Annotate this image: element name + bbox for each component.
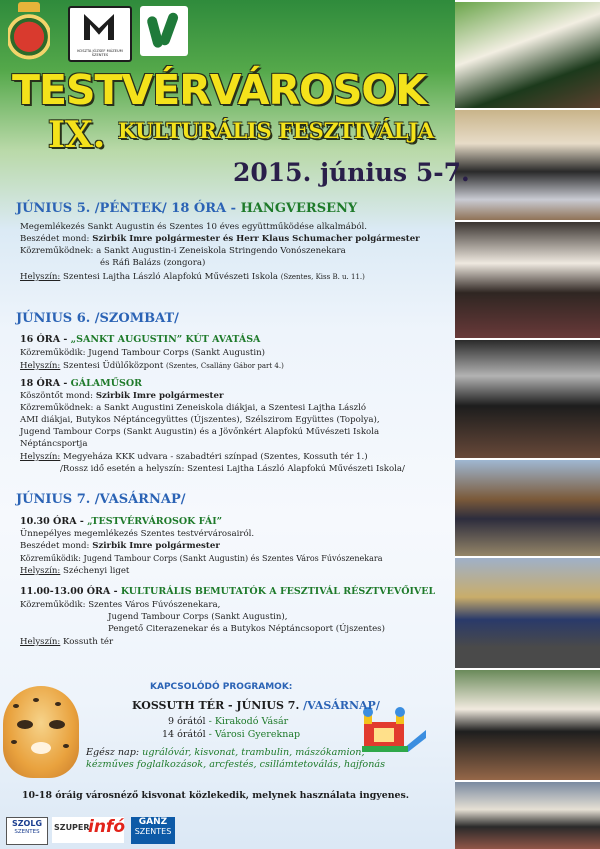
day2-event2-title [20,378,142,389]
spot-icon [11,740,17,744]
place-value: Kossuth tér [60,637,114,647]
eye-icon [49,720,65,729]
label: Beszédet mond: [20,541,93,551]
crowd-photo [455,780,600,849]
value: Szirbik Imre polgármester [92,541,220,551]
day2-event1-title [20,334,260,345]
place-value: Szentesi Üdülőközpont [60,361,167,371]
festival-date: 2015. június 5-7. [233,158,470,187]
sponsor-logo-ganz [131,817,175,844]
day1-heading-type: HANGVERSENY [240,201,358,216]
related-program-item [162,729,300,740]
event-title: „TESTVÉRVÁROSOK FÁI” [87,516,223,527]
day1-line: Megemlékezés Sankt Augustin és Szentes 10 éves együttműködése alkalmából. [20,222,368,232]
dancer-figure-icon [158,11,179,46]
day3-event2-title [20,586,435,597]
all-day-label: Egész nap: [86,747,143,758]
museum-logo [68,6,132,62]
day2-event2-speaker [20,391,224,402]
poster-title: TESTVÉRVÁROSOK [12,66,427,114]
event-title: GÁLAMŰSOR [70,378,143,389]
spot-icon [33,698,39,702]
day3-event2-line: Jugend Tambour Corps (Sankt Augustin), [108,612,288,622]
day3-event2-place [20,637,113,648]
day2-event2-line: AMI diákjai, Butykos Néptáncegyüttes (Újszentes), Szélszirom Együttes (Topolya), [20,415,380,425]
city-crest-logo [8,6,50,62]
day2-event2-place [20,452,368,463]
day3-event1-place [20,566,129,577]
museum-logo-caption: KOSZTA JÓZSEF MÚZEUM SZENTES [77,49,123,57]
day3-event1-line: Közreműködik: Jugend Tambour Corps (Sankt Augustin) és Szentes Város Fúvószenekara [20,554,383,563]
sponsor-city: SZENTES [14,829,40,835]
photo-collage [455,0,600,849]
value: Szirbik Imre polgármester és Herr Klaus Schumacher polgármester [92,234,420,244]
label: Köszöntőt mond: [20,391,96,401]
program-name: - Városi Gyereknap [205,729,301,740]
place-label: Helyszín: [20,637,61,647]
all-day-list: ugrálóvár, kisvonat, trambulin, mászókamion, kézműves foglalkozások, arcfestés, csillámtetoválás, hajfonás [86,747,386,770]
muzzle-icon [31,742,51,754]
dance-group-logo [140,6,188,56]
folk-costume-photo [455,220,600,340]
day2-event2-line: Jugend Tambour Corps (Sankt Augustin) és a Jövőnkért Alapfokú Művészeti Iskola [20,427,380,437]
place-label: Helyszín: [20,272,61,282]
day1-line: Közreműködnek: a Sankt Augustin-i Zeneiskola Stringendo Vonószenekara [20,246,346,256]
brass-band-photo [455,556,600,670]
day1-line: és Ráfi Balázs (zongora) [100,258,206,268]
day3-event1-line: Ünnepélyes megemlékezés Szentes testvérvárosairól. [20,529,255,539]
day3-event2-line: Közreműködik: Szentes Város Fúvószenekara, [20,600,221,610]
day1-heading-text: JÚNIUS 5. /PÉNTEK/ 18 ÓRA - [16,201,241,216]
event-time: 11.00-13.00 ÓRA - [20,586,121,597]
day3-event1-speaker [20,541,220,552]
museum-m-icon [84,14,114,40]
orchestra-photo [455,338,600,460]
crest-crown-icon [18,2,40,12]
sponsor-name: SZUPER [54,823,90,832]
eye-icon [17,720,33,729]
day2-event1-line: Közreműködik: Jugend Tambour Corps (Sankt Augustin) [20,348,266,358]
poster-subtitle: KULTURÁLIS FESZTIVÁLJA [118,118,434,143]
related-program-item [168,716,288,727]
place-label: Helyszín: [20,361,61,371]
related-programs-heading: KAPCSOLÓDÓ PROGRAMOK: [150,682,293,692]
place-address: (Szentes, Kiss B. u. 11.) [280,273,365,281]
spot-icon [55,702,61,706]
place-label: Helyszín: [20,452,61,462]
sponsor-name-accent: infó [88,817,126,837]
sponsor-city: SZENTES [134,827,172,836]
place-address: (Szentes, Csallány Gábor part 4.) [166,362,284,370]
related-place [132,699,380,712]
edition-number: IX. [48,114,106,156]
value: Szirbik Imre polgármester [95,391,224,401]
day2-heading: JÚNIUS 6. /SZOMBAT/ [16,311,179,326]
place-value: Széchenyi liget [60,566,130,576]
place-label: Helyszín: [20,566,61,576]
day1-heading [16,201,357,216]
outdoor-dance-photo [455,458,600,558]
day1-speaker [20,234,420,245]
day1-place [20,272,365,283]
sponsor-logo-szuperinfo [52,817,124,843]
event-title: KULTURÁLIS BEMUTATÓK A FESZTIVÁL RÉSZTVEVŐIVEL [120,586,436,597]
street-dance-photo [455,668,600,782]
all-day-activities [86,747,396,771]
folk-dance-photo [455,108,600,222]
sightseeing-train-note: 10-18 óráig városnéző kisvonat közlekedik, melynek használata ingyenes. [22,790,410,801]
program-time: 9 órától [168,716,206,727]
sponsor-logo-szolg [6,817,48,845]
related-place-day: /VASÁRNAP/ [303,699,380,712]
place-value: Szentesi Lajtha László Alapfokú Művészeti Iskola [60,272,281,282]
program-time: 14 órától [162,729,206,740]
event-title: „SANKT AUGUSTIN” KÚT AVATÁSA [70,334,261,345]
place-value: Megyeháza KKK udvara - szabadtéri színpad (Szentes, Kossuth tér 1.) [60,452,368,462]
spot-icon [13,704,19,708]
label: Beszédet mond: [20,234,93,244]
day2-event2-line: Közreműködnek: a Sankt Augustini Zeneiskola diákjai, a Szentesi Lajtha László [20,403,367,413]
related-place-name: KOSSUTH TÉR - JÚNIUS 7. [132,699,304,712]
event-time: 18 ÓRA - [20,378,71,389]
face-paint-illustration [3,686,79,778]
sponsor-name: SZOLG [11,819,43,828]
day3-event1-title [20,516,222,527]
day3-event2-line: Pengető Citerazenekar és a Butykos Néptáncsoport (Újszentes) [108,624,385,634]
day2-event2-alt-place: /Rossz idő esetén a helyszín: Szentesi Lajtha László Alapfokú Művészeti Iskola/ [60,464,405,474]
day2-event1-place [20,361,284,372]
sponsor-name: GANZ [138,817,168,827]
event-time: 10.30 ÓRA - [20,516,88,527]
spot-icon [63,744,69,748]
day2-event2-line: Néptáncsportja [20,439,88,449]
day3-heading: JÚNIUS 7. /VASÁRNAP/ [16,492,186,507]
event-time: 16 ÓRA - [20,334,71,345]
program-name: - Kirakodó Vásár [205,716,289,727]
